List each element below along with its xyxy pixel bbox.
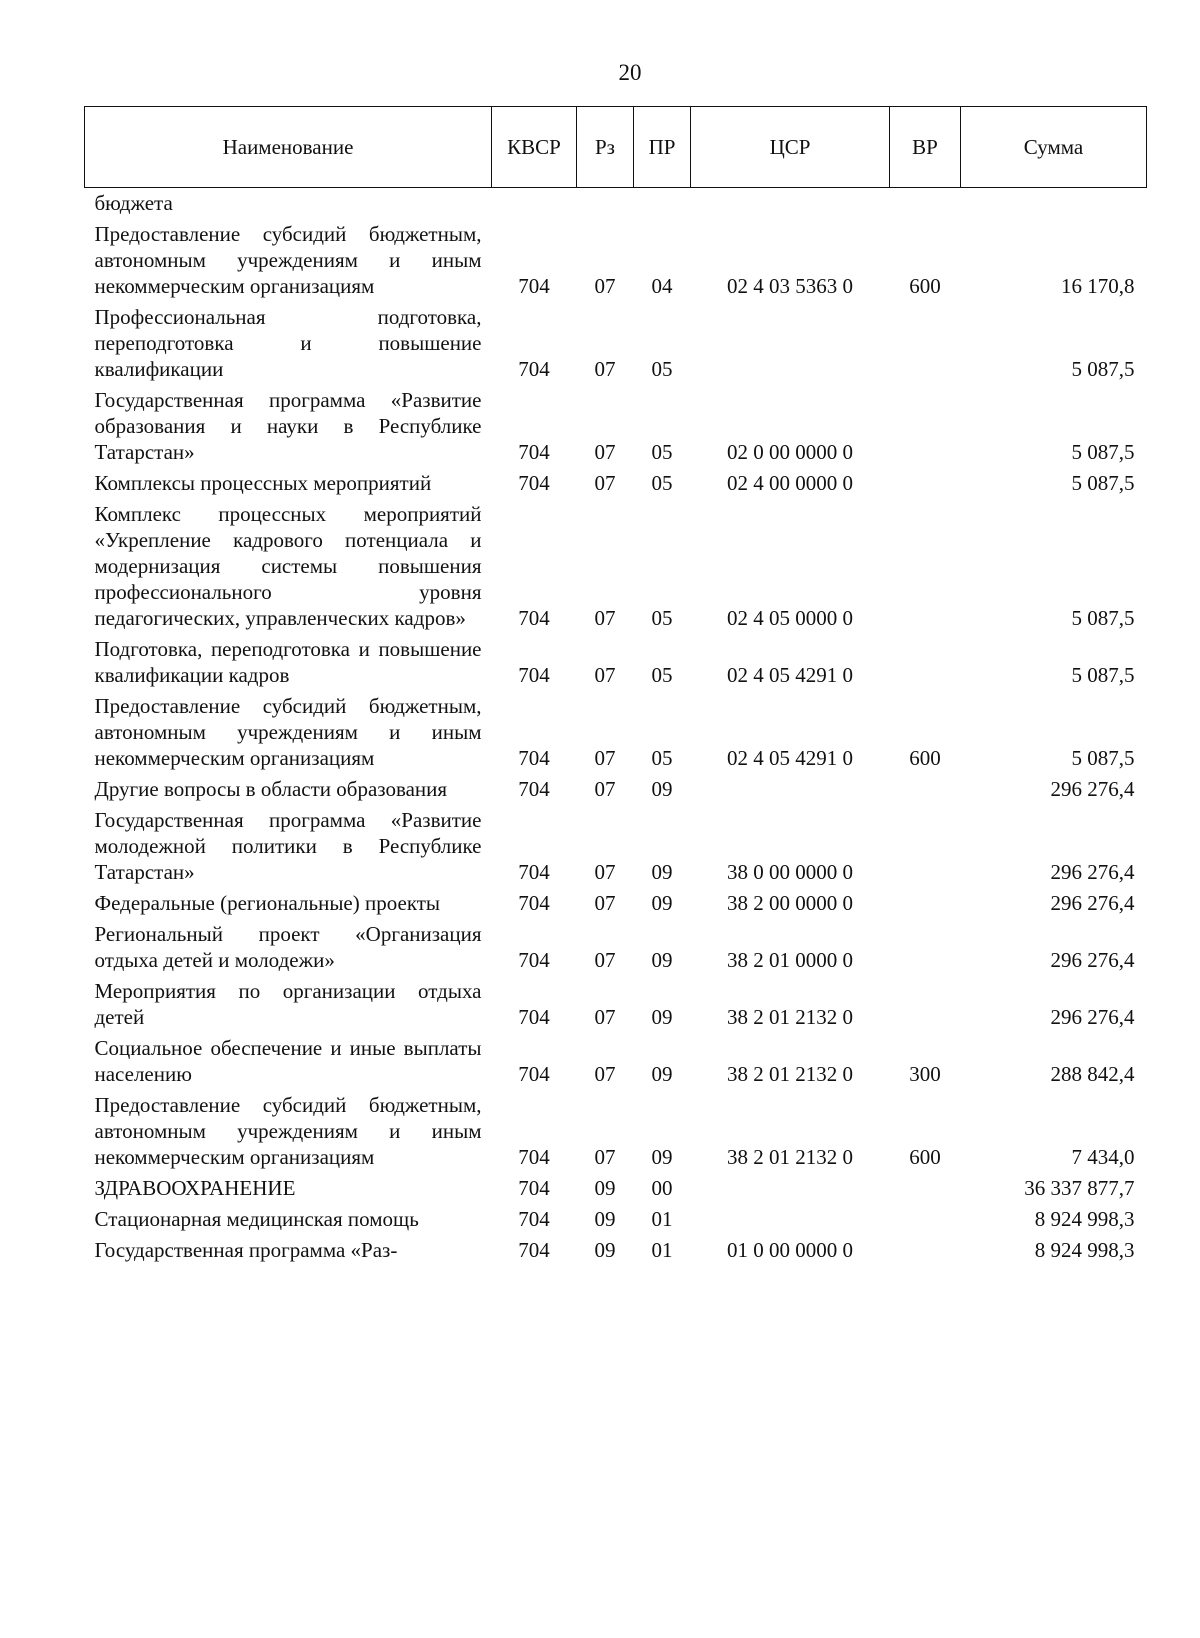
cell-csr: 02 4 05 4291 0 [727,663,853,687]
cell-sum: 296 276,4 [1050,860,1135,884]
cell-csr: 02 4 03 5363 0 [727,274,853,298]
cell-csr: 01 0 00 0000 0 [727,1238,853,1262]
cell-name: ЗДРАВООХРАНЕНИЕ [94,1176,296,1200]
cell-sum: 36 337 877,7 [1024,1176,1135,1200]
cell-pr: 01 [651,1238,673,1262]
page-number: 20 [618,60,642,85]
cell-csr: 38 2 00 0000 0 [727,891,853,915]
cell-pr: 05 [651,471,673,495]
table-row [85,385,1147,468]
cell-name: Профессиональная подготовка, переподготовка и повышение квалификации [94,305,482,381]
cell-sum: 288 842,4 [1050,1062,1135,1086]
cell-vr [890,774,961,805]
cell-pr: 00 [651,1176,673,1200]
cell-sum: 5 087,5 [1071,440,1135,464]
cell-rz: 07 [594,746,616,770]
cell-pr: 09 [651,948,673,972]
table-row [85,805,1147,888]
cell-sum: 5 087,5 [1071,471,1135,495]
cell-csr [691,1173,890,1204]
table-row [85,499,1147,634]
cell-kvsr: 704 [518,1145,550,1169]
cell-vr [890,1173,961,1204]
cell-vr [890,976,961,1033]
cell-name: Предоставление субсидий бюджетным, автономным учреждениям и иным некоммерческим организациям [94,694,482,770]
cell-csr: 02 4 05 0000 0 [727,606,853,630]
cell-sum: 296 276,4 [1050,891,1135,915]
cell-vr [890,188,961,220]
table-row [85,1033,1147,1090]
table-row [85,219,1147,302]
cell-kvsr: 704 [518,891,550,915]
cell-pr: 05 [651,357,673,381]
cell-kvsr: 704 [518,440,550,464]
cell-name: Подготовка, переподготовка и повышение квалификации кадров [94,637,482,687]
cell-sum: 5 087,5 [1071,606,1135,630]
cell-sum: 8 924 998,3 [1034,1238,1135,1262]
table-row [85,774,1147,805]
cell-sum: 8 924 998,3 [1034,1207,1135,1231]
cell-sum: 296 276,4 [1050,777,1135,801]
cell-rz: 07 [594,860,616,884]
cell-sum: 5 087,5 [1071,357,1135,381]
cell-csr: 38 2 01 0000 0 [727,948,853,972]
cell-name: Предоставление субсидий бюджетным, автономным учреждениям и иным некоммерческим организациям [94,222,482,298]
header-csr: ЦСР [691,107,890,188]
cell-rz: 07 [594,471,616,495]
cell-name: бюджета [94,191,173,215]
cell-vr [890,888,961,919]
cell-kvsr: 704 [518,1238,550,1262]
cell-sum: 5 087,5 [1071,746,1135,770]
cell-kvsr: 704 [518,1176,550,1200]
cell-rz: 09 [594,1207,616,1231]
cell-vr [890,499,961,634]
cell-pr: 09 [651,1062,673,1086]
cell-rz: 09 [594,1238,616,1262]
cell-vr [890,385,961,468]
budget-table [84,106,1147,1266]
cell-sum: 16 170,8 [1061,274,1135,298]
cell-rz: 09 [594,1176,616,1200]
header-kvsr: КВСР [492,107,577,188]
cell-csr: 02 4 00 0000 0 [727,471,853,495]
cell-kvsr: 704 [518,357,550,381]
cell-sum [961,188,1147,220]
cell-kvsr [492,188,577,220]
cell-name: Предоставление субсидий бюджетным, автономным учреждениям и иным некоммерческим организациям [94,1093,482,1169]
cell-csr [691,1204,890,1235]
cell-name: Комплексы процессных мероприятий [94,471,432,495]
cell-name: Государственная программа «Развитие образования и науки в Республике Татарстан» [94,388,482,464]
cell-vr [890,1235,961,1266]
cell-sum: 7 434,0 [1071,1145,1135,1169]
cell-name: Региональный проект «Организация отдыха детей и молодежи» [94,922,482,972]
table-row [85,188,1147,220]
table-row [85,1235,1147,1266]
cell-pr: 05 [651,746,673,770]
cell-name: Мероприятия по организации отдыха детей [94,979,482,1029]
table-row [85,1090,1147,1173]
cell-kvsr: 704 [518,663,550,687]
cell-csr: 38 2 01 2132 0 [727,1145,853,1169]
cell-csr: 02 4 05 4291 0 [727,746,853,770]
cell-vr: 600 [909,1145,941,1169]
cell-kvsr: 704 [518,606,550,630]
cell-kvsr: 704 [518,860,550,884]
cell-vr [890,302,961,385]
cell-pr: 04 [651,274,673,298]
cell-csr [691,774,890,805]
cell-csr: 38 2 01 2132 0 [727,1062,853,1086]
cell-rz: 07 [594,777,616,801]
cell-name: Социальное обеспечение и иные выплаты населению [94,1036,482,1086]
cell-name: Государственная программа «Раз- [94,1238,398,1262]
table-row [85,976,1147,1033]
cell-name: Федеральные (региональные) проекты [94,891,441,915]
cell-rz: 07 [594,948,616,972]
cell-pr [634,188,691,220]
table-body [85,188,1147,1267]
cell-rz: 07 [594,606,616,630]
table-row [85,691,1147,774]
table-row [85,919,1147,976]
cell-rz: 07 [594,357,616,381]
cell-pr: 05 [651,606,673,630]
cell-vr [890,1204,961,1235]
header-vr: ВР [890,107,961,188]
cell-rz: 07 [594,891,616,915]
header-sum: Сумма [961,107,1147,188]
cell-csr: 38 0 00 0000 0 [727,860,853,884]
cell-kvsr: 704 [518,777,550,801]
cell-name: Стационарная медицинская помощь [94,1207,419,1231]
cell-vr [890,634,961,691]
cell-kvsr: 704 [518,471,550,495]
table-row [85,468,1147,499]
cell-vr [890,919,961,976]
cell-sum: 296 276,4 [1050,1005,1135,1029]
cell-name: Другие вопросы в области образования [94,777,448,801]
cell-csr: 02 0 00 0000 0 [727,440,853,464]
table-row [85,1173,1147,1204]
cell-pr: 01 [651,1207,673,1231]
cell-kvsr: 704 [518,746,550,770]
table-row [85,888,1147,919]
cell-rz: 07 [594,663,616,687]
cell-kvsr: 704 [518,274,550,298]
cell-vr: 300 [909,1062,941,1086]
cell-pr: 09 [651,1005,673,1029]
cell-name: Государственная программа «Развитие молодежной политики в Республике Татарстан» [94,808,482,884]
table-row [85,1204,1147,1235]
cell-rz: 07 [594,274,616,298]
cell-pr: 09 [651,891,673,915]
cell-rz [577,188,634,220]
cell-sum: 5 087,5 [1071,663,1135,687]
table-row [85,302,1147,385]
table-row [85,634,1147,691]
cell-sum: 296 276,4 [1050,948,1135,972]
cell-pr: 05 [651,663,673,687]
header-rz: Рз [577,107,634,188]
cell-vr [890,805,961,888]
cell-rz: 07 [594,440,616,464]
cell-pr: 09 [651,777,673,801]
table-header-row [85,107,1147,188]
cell-kvsr: 704 [518,948,550,972]
cell-rz: 07 [594,1145,616,1169]
cell-pr: 05 [651,440,673,464]
cell-vr: 600 [909,274,941,298]
cell-pr: 09 [651,1145,673,1169]
cell-rz: 07 [594,1062,616,1086]
cell-kvsr: 704 [518,1062,550,1086]
header-name: Наименование [85,107,492,188]
cell-vr: 600 [909,746,941,770]
cell-kvsr: 704 [518,1207,550,1231]
cell-kvsr: 704 [518,1005,550,1029]
cell-rz: 07 [594,1005,616,1029]
cell-csr: 38 2 01 2132 0 [727,1005,853,1029]
cell-vr [890,468,961,499]
cell-csr [691,302,890,385]
cell-csr [691,188,890,220]
cell-name: Комплекс процессных мероприятий «Укрепление кадрового потенциала и модернизация системы повышения профессионального уровня педагогических, управленческих кадров» [94,502,482,630]
cell-pr: 09 [651,860,673,884]
header-pr: ПР [634,107,691,188]
